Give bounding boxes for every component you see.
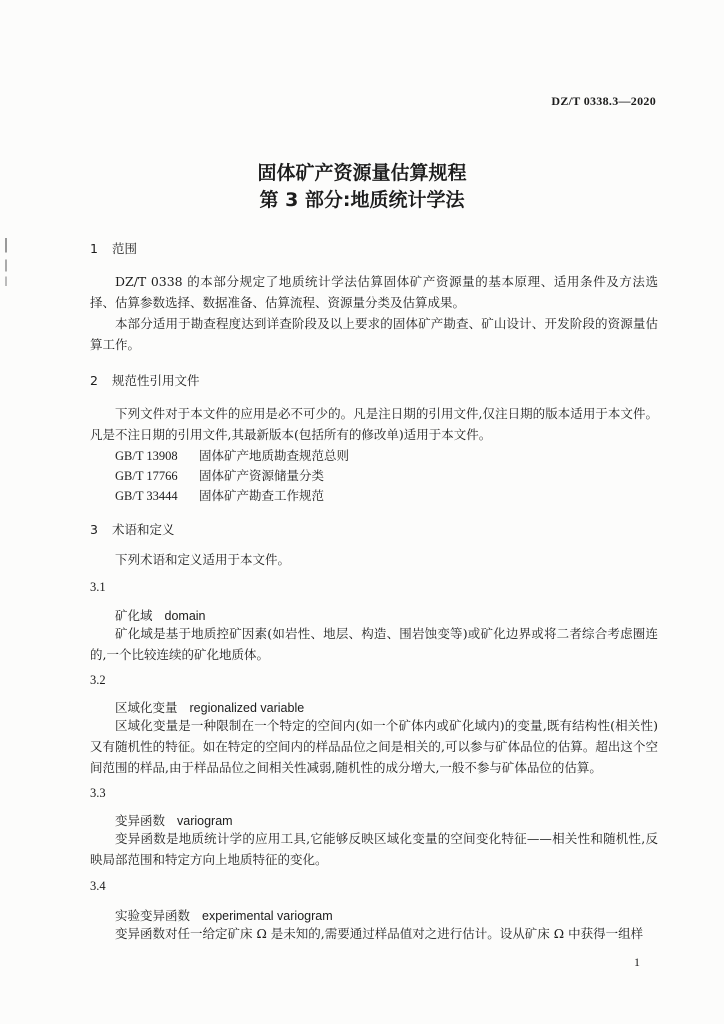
reference-title: 固体矿产资源储量分类 bbox=[199, 468, 325, 483]
section-number: 2 bbox=[90, 373, 98, 388]
document-title: 固体矿产资源量估算规程 bbox=[257, 162, 467, 184]
section-number: 3 bbox=[90, 522, 98, 537]
section-title: 规范性引用文件 bbox=[112, 373, 200, 388]
scope-paragraph-2: 本部分适用于勘查程度达到详查阶段及以上要求的固体矿产勘查、矿山设计、开发阶段的资源量估算工作。 bbox=[90, 316, 658, 352]
reference-code: GB/T 17766 bbox=[115, 469, 178, 483]
term-definition: 区域化变量是一种限制在一个特定的空间内(如一个矿体内或矿化域内)的变量,既有结构性(相关性)又有随机性的特征。如在特定的空间内的样品品位之间是相关的,可以参与矿体品位的估算。超出这个空间范围的样品,由于样品品位之间相关性减弱,随机性的成分增大,一般不参与矿体品位的估算。 bbox=[90, 718, 658, 775]
scope-paragraph-1: DZ/T 0338 的本部分规定了地质统计学法估算固体矿产资源量的基本原理、适用条件及方法选择、估算参数选择、数据准备、估算流程、资源量分类及估算成果。 bbox=[90, 274, 658, 310]
page-number: 1 bbox=[634, 955, 640, 969]
section-title: 范围 bbox=[112, 241, 138, 256]
section-heading-scope bbox=[90, 239, 137, 257]
term-heading bbox=[115, 606, 206, 624]
standard-number: DZ/T 0338.3—2020 bbox=[551, 94, 656, 108]
term-heading bbox=[115, 906, 333, 924]
section-heading-terms bbox=[90, 520, 175, 538]
term-definition: 变异函数是地质统计学的应用工具,它能够反映区域化变量的空间变化特征——相关性和随机性,反映局部范围和特定方向上地质特征的变化。 bbox=[90, 831, 658, 867]
reference-code: GB/T 33444 bbox=[115, 489, 178, 503]
document-subtitle: 第 3 部分:地质统计学法 bbox=[259, 189, 465, 211]
term-zh: 矿化域 bbox=[115, 608, 153, 623]
term-zh: 区域化变量 bbox=[115, 700, 178, 715]
term-definition: 矿化域是基于地质控矿因素(如岩性、地层、构造、围岩蚀变等)或矿化边界或将二者综合考虑圈连的,一个比较连续的矿化地质体。 bbox=[90, 626, 658, 662]
reference-title: 固体矿产地质勘查规范总则 bbox=[199, 448, 350, 463]
reference-item bbox=[115, 466, 324, 484]
terms-intro: 下列术语和定义适用于本文件。 bbox=[115, 552, 291, 567]
term-number: 3.1 bbox=[90, 580, 106, 594]
term-en: domain bbox=[164, 609, 206, 623]
term-zh: 变异函数 bbox=[115, 813, 166, 828]
section-title: 术语和定义 bbox=[112, 522, 175, 537]
references-paragraph: 下列文件对于本文件的应用是必不可少的。凡是注日期的引用文件,仅注日期的版本适用于本文件。凡是不注日期的引用文件,其最新版本(包括所有的修改单)适用于本文件。 bbox=[90, 406, 658, 442]
term-definition: 变异函数对任一给定矿床 Ω 是未知的,需要通过样品值对之进行估计。设从矿床 Ω 中获得一组样 bbox=[115, 926, 644, 941]
reference-item bbox=[115, 446, 349, 464]
reference-code: GB/T 13908 bbox=[115, 449, 178, 463]
term-number: 3.2 bbox=[90, 673, 106, 687]
term-en: variogram bbox=[177, 814, 233, 828]
term-en: experimental variogram bbox=[202, 909, 333, 923]
term-number: 3.4 bbox=[90, 879, 106, 893]
reference-title: 固体矿产勘查工作规范 bbox=[199, 488, 325, 503]
term-number: 3.3 bbox=[90, 786, 106, 800]
reference-item bbox=[115, 486, 324, 504]
term-heading bbox=[115, 811, 233, 829]
section-heading-normative-references bbox=[90, 371, 200, 389]
term-en: regionalized variable bbox=[189, 701, 305, 715]
term-zh: 实验变异函数 bbox=[115, 908, 191, 923]
section-number: 1 bbox=[90, 241, 98, 256]
term-heading bbox=[115, 698, 304, 716]
scan-edge-mark bbox=[5, 238, 7, 286]
